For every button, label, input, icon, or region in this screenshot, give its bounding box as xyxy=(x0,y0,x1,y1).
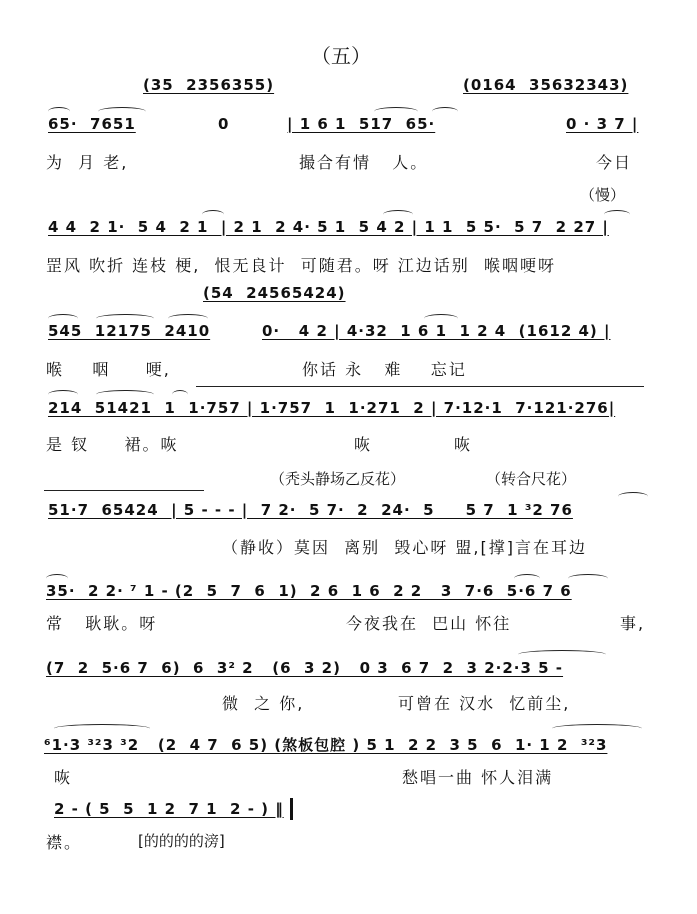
lyrics-line: 你话 永 难 忘记 xyxy=(302,360,467,379)
lyrics-line: 为 月 老, xyxy=(46,153,129,172)
notation-line: 545 12175 2410 xyxy=(48,322,211,340)
slur xyxy=(552,724,642,733)
notation-line: | 1 6 1 517 65· xyxy=(287,115,436,133)
lyrics-line: 咴 xyxy=(454,435,473,454)
lyrics-line: 咴 xyxy=(54,768,73,787)
notation-line: 0· 4 2 | 4·32 1 6 1 1 2 4 (1612 4) | xyxy=(262,322,611,340)
notation-line: 65· 7651 xyxy=(48,115,136,133)
slur xyxy=(518,650,606,659)
intro-right: (0164 35632343) xyxy=(463,76,629,94)
slur xyxy=(96,390,154,399)
lyrics-line: 可曾在 汉水 忆前尘, xyxy=(398,694,571,713)
slur xyxy=(432,107,458,116)
lyrics-line: 撮合有情 人。 xyxy=(299,153,429,172)
lyrics-line: 罡风 吹折 连枝 梗, 恨无良计 可随君。呀 江边话别 喉咽哽呀 xyxy=(46,256,556,275)
lyrics-line: 今日 xyxy=(596,153,633,172)
intro-left: (35 2356355) xyxy=(143,76,275,94)
lyrics-line: 今夜我在 巴山 怀往 xyxy=(346,614,512,633)
slur xyxy=(618,492,648,501)
notation-line: 2 - ( 5 5 1 2 7 1 2 - ) ‖ xyxy=(54,800,284,818)
lyrics-line: 喉 咽 哽, xyxy=(46,360,171,379)
slur xyxy=(172,390,188,399)
section-annotation: （秃头静场乙反花） xyxy=(270,470,406,488)
notation-line: 214 51421 1 1·757 | 1·757 1 1·271 2 | 7·12·1 7·121·276| xyxy=(48,399,616,417)
lyrics-line: 微 之 你, xyxy=(222,694,305,713)
lyrics-line: 常 耿耿。呀 xyxy=(46,614,158,633)
notation-line: (7 2 5·6 7 6) 6 3² 2 (6 3 2) 0 3 6 7 2 3 2·2·3 5 - xyxy=(46,659,564,677)
slur xyxy=(568,574,608,583)
notation-line: 0 · 3 7 | xyxy=(566,115,639,133)
lyrics-line: 愁唱一曲 怀人泪满 xyxy=(402,768,554,787)
section-annotation: （转合尺花） xyxy=(486,470,577,488)
notation-line: ⁶1·3 ³²3 ³2 (2 4 7 6 5) (煞板包腔 ) 5 1 2 2 3 5 6 1· 1 2 ³²3 xyxy=(44,736,608,754)
tempo-annotation: （慢） xyxy=(580,186,626,204)
lyrics-line: 襟。 xyxy=(46,833,83,852)
lyrics-line: 事, xyxy=(620,614,646,633)
slur xyxy=(54,724,150,733)
lyrics-line: （静收）莫因 离别 毁心呀 盟,[撑]言在耳边 xyxy=(222,538,588,557)
notation-line: 4 4 2 1· 5 4 2 1 | 2 1 2 4· 5 1 5 4 2 | 1 1 5 5· 5 7 2 27 | xyxy=(48,218,609,236)
notation-rest: 0 xyxy=(218,115,230,133)
page-title: （五） xyxy=(311,44,371,68)
tie-line xyxy=(196,386,644,393)
lyrics-line: 是 钗 裙。咴 xyxy=(46,435,179,454)
notation-line: 35· 2 2· ⁷ 1 - (2 5 7 6 1) 2 6 1 6 2 2 3 7·6 5·6 7 6 xyxy=(46,582,572,600)
slur xyxy=(48,390,78,399)
tie-line xyxy=(44,490,204,497)
lyrics-line: 咴 xyxy=(354,435,373,454)
percussion-annotation: [的的的的滂] xyxy=(138,832,225,850)
final-barline xyxy=(290,798,293,820)
intro-phrase: (54 24565424) xyxy=(203,284,346,302)
notation-line: 51·7 65424 | 5 - - - | 7 2· 5 7· 2 24· 5 5 7 1 ³2 76 xyxy=(48,501,573,519)
